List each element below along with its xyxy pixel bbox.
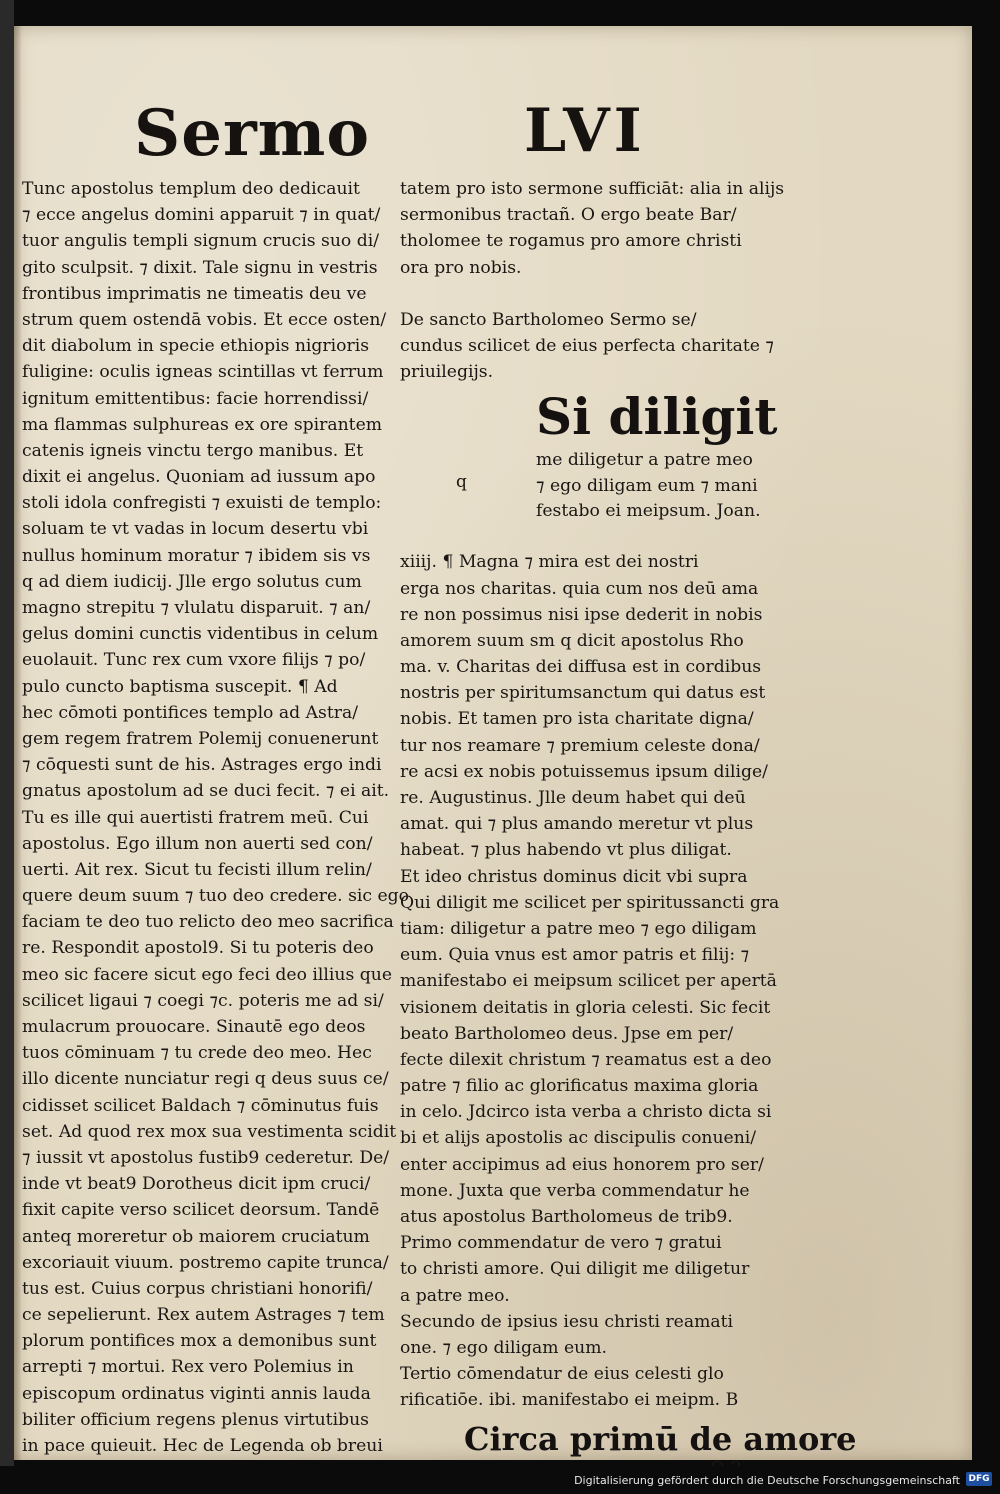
text-line: ora pro nobis. [400,257,522,278]
text-line: fixit capite verso scilicet deorsum. Tandē [22,1200,380,1221]
text-line: patre ⁊ filio ac glorificatus maxima gloria [400,1076,759,1097]
text-line: xiiij. ¶ Magna ⁊ mira est dei nostri [400,552,699,573]
running-head [14,96,972,186]
text-line: ignitum emittentibus: facie horrendissi/ [22,388,369,409]
text-line: excoriauit viuum. postremo capite trunca/ [22,1252,389,1273]
text-line: plorum pontifices mox a demonibus sunt [22,1331,377,1352]
dfg-logo: DFG [966,1472,992,1486]
text-line: ⁊ cōquesti sunt de his. Astrages ergo indi [22,755,382,776]
text-line: meo sic facere sicut ego feci deo illius que [22,964,393,985]
decorated-initial-word: Si diligit [536,387,778,447]
text-line: fecte dilexit christum ⁊ reamatus est a deo [400,1049,772,1070]
text-line: hec cōmoti pontifices templo ad Astra/ [22,702,358,723]
text-line: stoli idola confregisti ⁊ exuisti de templo: [22,493,382,514]
sermon-body [400,549,780,1413]
text-line: tur nos reamare ⁊ premium celeste dona/ [400,735,760,756]
initial-lines [536,447,761,524]
footer-bar [0,1466,1000,1494]
text-line: to christi amore. Qui diligit me diligetur [400,1259,750,1280]
right-text-column [400,176,857,1480]
text-line: dit diabolum in specie ethiopis nigrioris [22,336,370,357]
text-line: beato Bartholomeo deus. Jpse em per/ [400,1023,734,1044]
page-gutter-shadow [14,26,22,1460]
text-line: quere deum suum ⁊ tuo deo credere. sic ego [22,886,410,907]
text-line: re acsi ex nobis potuissemus ipsum dilige/ [400,761,768,782]
scan-background-strip [0,0,14,1494]
text-line: a patre meo. [400,1285,510,1306]
text-line: in celo. Jdcirco ista verba a christo dicta si [400,1102,772,1123]
text-line: cidisset scilicet Baldach ⁊ cōminutus fuis [22,1095,379,1116]
text-line: Tertio cōmendatur de eius celesti glo [400,1364,724,1385]
initial-block [400,389,780,549]
text-line: habeat. ⁊ plus habendo vt plus diligat. [400,840,732,861]
text-line: ma flammas sulphureas ex ore spirantem [22,414,383,435]
sermon-ending [400,176,785,281]
text-line: Et ideo christus dominus dicit vbi supra [400,866,748,887]
section-gap [400,281,780,307]
text-line: episcopum ordinatus viginti annis lauda [22,1383,371,1404]
text-line: Primo commendatur de vero ⁊ gratui [400,1233,722,1254]
rubric-line: cundus scilicet de eius perfecta charitate ⁊ [400,335,774,356]
text-line: gito sculpsit. ⁊ dixit. Tale signu in vestris [22,257,378,278]
text-line: tuos cōminuam ⁊ tu crede deo meo. Hec [22,1043,372,1064]
text-line: tus est. Cuius corpus christiani honorifi/ [22,1278,373,1299]
text-line: in pace quieuit. Hec de Legenda ob breui [22,1436,383,1456]
running-head-folio: LVI [524,96,646,166]
text-line: eum. Quia vnus est amor patris et filij: ⁊ [400,945,750,966]
text-line: nobis. Et tamen pro ista charitate digna/ [400,709,754,730]
text-line: gem regem fratrem Polemij conuenerunt [22,728,379,749]
text-line: set. Ad quod rex mox sua vestimenta scidit [22,1121,397,1142]
text-line: erga nos charitas. quia cum nos deū ama [400,578,759,599]
text-line: magno strepitu ⁊ vlulatu disparuit. ⁊ an/ [22,598,371,618]
text-line: mone. Juxta que verba commendatur he [400,1180,750,1201]
text-line: ce sepelierunt. Rex autem Astrages ⁊ tem [22,1305,385,1326]
text-line: amat. qui ⁊ plus amando meretur vt plus [400,814,754,835]
text-line: gelus domini cunctis videntibus in celum [22,624,379,645]
text-line: Secundo de ipsius iesu christi reamati [400,1311,734,1332]
text-line: strum quem ostendā vobis. Et ecce osten/ [22,309,387,330]
text-line: one. ⁊ ego diligam eum. [400,1337,608,1358]
text-line: uerti. Ait rex. Sicut tu fecisti illum relin/ [22,859,372,880]
text-line: amorem suum sm q dicit apostolus Rho [400,630,744,651]
text-line: re non possimus nisi ipse dederit in nobis [400,604,763,625]
text-line: frontibus imprimatis ne timeatis deu ve [22,283,367,304]
text-line: tiam: diligetur a patre meo ⁊ ego diligam [400,918,757,939]
running-head-title: Sermo [134,96,371,171]
text-line: anteq moreretur ob maiorem cruciatum [22,1226,370,1247]
text-line: catenis igneis vinctu tergo manibus. Et [22,440,364,461]
text-line: bi et alijs apostolis ac discipulis conueni/ [400,1128,757,1149]
text-line: ⁊ ego diligam eum ⁊ mani [536,475,758,496]
text-line: Tunc apostolus templum deo dedicauit [22,179,360,199]
left-text-column [22,176,410,1459]
guide-letter: q [456,472,467,493]
text-line: dixit ei angelus. Quoniam ad iussum apo [22,467,376,488]
text-line: scilicet ligaui ⁊ coegi ⁊c. poteris me ad si/ [22,990,384,1011]
text-line: pulo cuncto baptisma suscepit. ¶ Ad [22,676,338,697]
rubric-line: De sancto Bartholomeo Sermo se/ [400,309,697,330]
text-line: festabo ei meipsum. Joan. [536,501,761,522]
text-line: faciam te deo tuo relicto deo meo sacrifica [22,912,394,933]
text-line: Tu es ille qui auertisti fratrem meū. Cui [22,807,369,828]
text-line: enter accipimus ad eius honorem pro ser/ [400,1154,764,1175]
text-line: fuligine: oculis igneas scintillas vt ferrum [22,362,384,383]
text-line: illo dicente nunciatur regi q deus suus ce/ [22,1069,389,1090]
text-line: ⁊ iussit vt apostolus fustib9 cederetur. De/ [22,1147,390,1168]
text-line: re. Augustinus. Jlle deum habet qui deū [400,788,746,808]
text-line: ⁊ ecce angelus domini apparuit ⁊ in quat/ [22,205,381,226]
text-line: nostris per spiritumsanctum qui datus est [400,683,766,704]
text-line: inde vt beat9 Dorotheus dicit ipm cruci/ [22,1174,371,1195]
text-line: ma. v. Charitas dei diffusa est in cordibus [400,657,762,678]
funding-notice: Digitalisierung gefördert durch die Deutsche Forschungsgemeinschaft [574,1474,960,1487]
text-line: gnatus apostolum ad se duci fecit. ⁊ ei ait. [22,781,390,802]
text-line: tholomee te rogamus pro amore christi [400,231,742,252]
text-line: q ad diem iudicij. Jlle ergo solutus cum [22,571,362,592]
text-line: rificatiōe. ibi. manifestabo ei meipm. B [400,1390,739,1411]
book-page [14,26,972,1460]
text-line: tatem pro isto sermone sufficiāt: alia in alijs [400,179,785,199]
text-line: apostolus. Ego illum non auerti sed con/ [22,833,373,854]
text-line: mulacrum prouocare. Sinautē ego deos [22,1017,366,1037]
rubric-line: priuilegijs. [400,362,494,383]
text-line: atus apostolus Bartholomeus de trib9. [400,1207,733,1227]
text-line: tuor angulis templi signum crucis suo di/ [22,231,380,252]
text-line: soluam te vt vadas in locum desertu vbi [22,519,369,540]
text-line: re. Respondit apostol9. Si tu poteris deo [22,938,374,959]
text-line: euolauit. Tunc rex cum vxore filijs ⁊ po/ [22,650,366,671]
section-heading: Circa primū de amore [464,1419,857,1458]
text-line: manifestabo ei meipsum scilicet per apertā [400,971,777,992]
text-line: me diligetur a patre meo [536,450,753,471]
sermon-rubric [400,307,780,386]
text-line: arrepti ⁊ mortui. Rex vero Polemius in [22,1357,354,1378]
text-line: sermonibus tractañ. O ergo beate Bar/ [400,205,737,226]
text-line: visionem deitatis in gloria celesti. Sic fecit [400,997,771,1018]
text-line: biliter officium regens plenus virtutibus [22,1409,369,1430]
text-line: Qui diligit me scilicet per spiritussancti gra [400,892,780,913]
text-line: nullus hominum moratur ⁊ ibidem sis vs [22,545,371,566]
